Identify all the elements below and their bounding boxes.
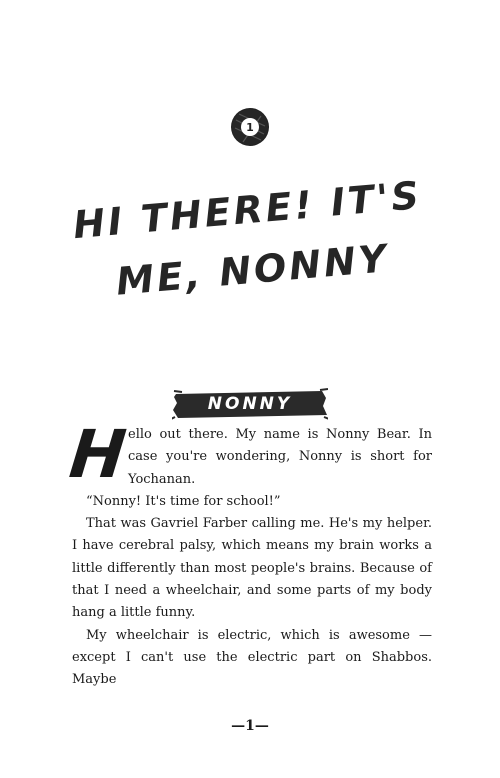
text-line-4: “Nonny! It's time for school!”: [86, 493, 281, 509]
chapter-title: [55, 164, 444, 317]
chapter-number-badge: [231, 108, 269, 146]
text-line-3: Yochanan.: [128, 471, 196, 487]
text-line-5: That was Gavriel Farber calling me. He's my helper.: [86, 516, 432, 532]
drop-cap: H: [66, 416, 130, 493]
text-line-2: case you're wondering, Nonny is short for: [128, 449, 432, 465]
text-line-11: except I can't use the electric part on Shabbos. Maybe: [72, 649, 432, 688]
speaker-name: NONNY: [207, 394, 293, 414]
body-text: [72, 424, 432, 692]
text-line-6: I have cerebral palsy, which means my brain works a: [72, 538, 432, 554]
text-line-7: little differently than most people's brains. Because of: [72, 560, 432, 576]
text-line-10: My wheelchair is electric, which is awesome —: [86, 627, 432, 643]
speaker-banner: [172, 388, 328, 420]
chapter-number: 1: [241, 118, 259, 136]
chapter-title-line-1: HI THERE! IT'S: [71, 172, 424, 248]
page-number: —1—: [231, 718, 269, 734]
text-line-9: hang a little funny.: [72, 605, 196, 621]
chapter-title-line-2: ME, NONNY: [114, 236, 391, 304]
text-line-8: that I need a wheelchair, and some parts of my body: [72, 583, 432, 599]
text-line-1: ello out there. My name is Nonny Bear. In: [128, 427, 432, 442]
